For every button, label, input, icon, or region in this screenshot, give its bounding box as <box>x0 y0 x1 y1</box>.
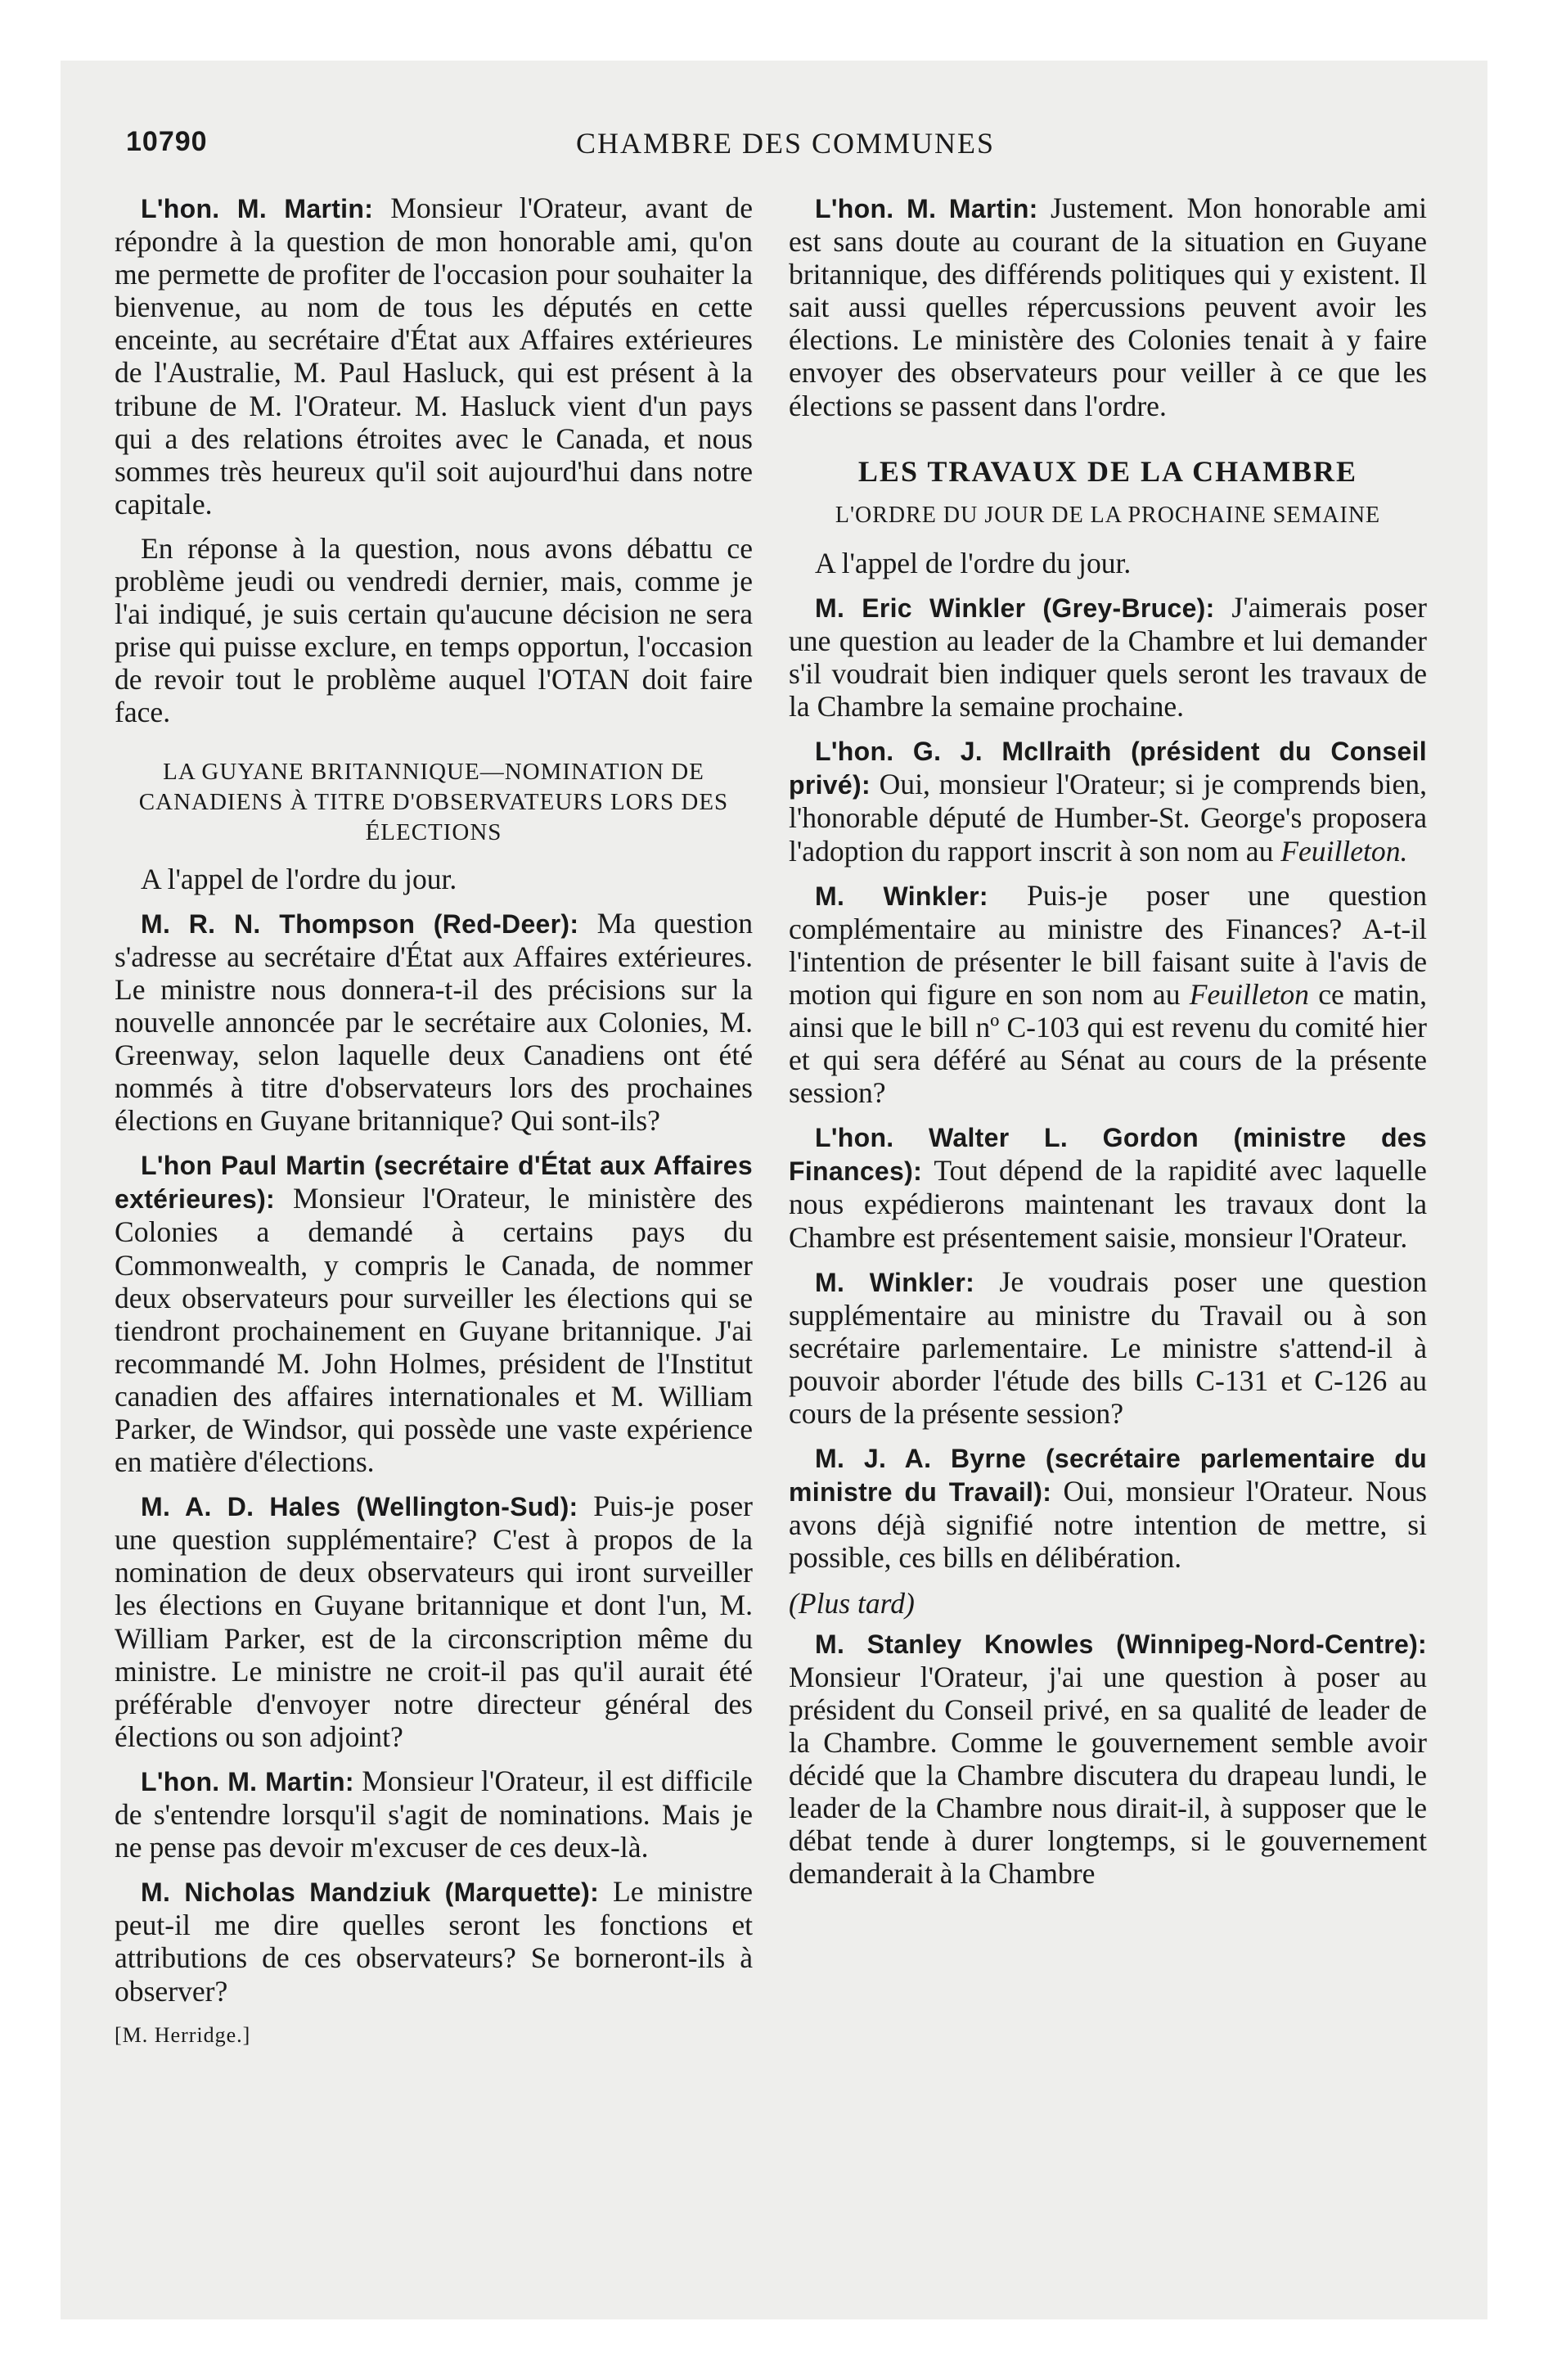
paragraph <box>115 1148 753 1478</box>
running-head <box>126 126 1445 175</box>
paragraph <box>115 1875 753 2007</box>
paragraph <box>115 1765 753 1864</box>
paragraph-text: Monsieur l'Orateur, avant de répondre à la question de mon honorable ami, qu'on me permette de profiter de l'occasion pour souhaiter la bienvenue, au nom de tous les députés en cette enceinte, au secrétaire d'État aux Affaires extérieures de l'Australie, M. Paul Hasluck, qui est présent à la tribune de M. l'Orateur. M. Hasluck vient d'un pays qui a des relations étroites avec le Canada, et nous sommes très heureux qu'il soit aujourd'hui dans notre capitale. <box>115 192 753 521</box>
left-column <box>115 192 753 2052</box>
speaker-name: M. Eric Winkler (Grey-Bruce): <box>815 593 1215 623</box>
paragraph-text: Monsieur l'Orateur, j'ai une question à poser au président du Conseil privé, en sa qualité de leader de la Chambre. Comme le gouvernement semble avoir décidé que la Chambre discutera du drapeau lundi, le leader de la Chambre nous dirait-il, à supposer que le débat tende à durer longtemps, si le gouvernement demanderait à la Chambre <box>789 1660 1427 1891</box>
right-column <box>789 192 1427 1901</box>
order-call: A l'appel de l'ordre du jour. <box>141 862 457 895</box>
paragraph-text: Puis-je poser une question complémentaire au ministre des Finances? A-t-il l'intention de présenter le bill faisant suite à l'avis de motion qui figure en son nom au <box>789 878 1427 1011</box>
paragraph <box>789 1120 1427 1253</box>
paragraph-text: Justement. Mon honorable ami est sans doute au courant de la situation en Guyane britannique, des différends politiques qui y existent. Il sait aussi quelles répercussions peuvent avoir les élections. Le ministère des Colonies tenait à y faire envoyer des observateurs pour veiller à ce que les élections se passent dans l'ordre. <box>789 192 1428 422</box>
paragraph <box>789 879 1427 1110</box>
paragraph-text: ce matin, ainsi que le bill nº C-103 qui est revenu du comité hier et qui sera déféré au Sénat au cours de la présente session? <box>789 977 1427 1110</box>
paragraph-text: Le ministre peut-il me dire quelles seront les fonctions et attributions de ces observateurs? Se borneront-ils à observer? <box>115 1875 753 2008</box>
paragraph-text: Tout dépend de la rapidité avec laquelle nous expédierons maintenant les travaux dont la Chambre est présentement saisie, monsieur l'Orateur. <box>789 1154 1427 1254</box>
paragraph-text: J'aimerais poser une question au leader de la Chambre et lui demander s'il voudrait bien indiquer quels seront les travaux de la Chambre la semaine prochaine. <box>789 590 1427 723</box>
section-heading: LA GUYANE BRITANNIQUE—NOMINATION DE CANADIENS À TITRE D'OBSERVATEURS LORS DES ÉLECTIONS <box>138 758 729 845</box>
paragraph-text: Je voudrais poser une question supplémentaire au ministre du Travail ou à son secrétaire parlementaire. Le ministre s'attend-il à pouvoir aborder l'étude des bills C-131 et C-126 au cours de la présente session? <box>789 1264 1427 1430</box>
speaker-name: M. J. A. Byrne (secrétaire parlementaire du ministre du Travail): <box>789 1444 1427 1508</box>
paragraph <box>789 1265 1427 1430</box>
speaker-name: L'hon. M. Martin: <box>815 194 1038 223</box>
order-call: A l'appel de l'ordre du jour. <box>815 546 1132 579</box>
section-heading: LES TRAVAUX DE LA CHAMBRE <box>857 454 1358 488</box>
speaker-name: M. Stanley Knowles (Winnipeg-Nord-Centre): <box>815 1629 1427 1659</box>
paragraph-text: Oui, monsieur l'Orateur. Nous avons déjà signifié notre intention de mettre, si possible, ces bills en délibération. <box>789 1475 1427 1575</box>
later-marker: (Plus tard) <box>789 1587 915 1620</box>
speaker-name: L'hon. M. Martin: <box>141 1766 354 1796</box>
paragraph <box>789 192 1427 422</box>
italic-text: Feuilleton <box>1189 977 1309 1011</box>
paragraph <box>789 591 1427 723</box>
paragraph <box>115 532 753 729</box>
hansard-page <box>61 61 1487 2319</box>
speaker-name: L'hon. M. Martin: <box>141 194 374 223</box>
paragraph-text: Monsieur l'Orateur, il est difficile de s'entendre lorsqu'il s'agit de nominations. Mais je ne pense pas devoir m'excuser de ces deux-là. <box>115 1764 753 1864</box>
page-header-title: CHAMBRE DES COMMUNES <box>575 127 996 160</box>
paragraph-text: Ma question s'adresse au secrétaire d'État aux Affaires extérieures. Le ministre nous donnera-t-il des précisions sur la nouvelle annoncée par le secrétaire aux Colonies, M. Greenway, selon laquelle deux Canadiens ont été nommés à titre d'observateurs lors des prochaines élections en Guyane britannique? Qui sont-ils? <box>115 906 753 1138</box>
speaker-name: M. R. N. Thompson (Red-Deer): <box>141 908 579 939</box>
paragraph-text: En réponse à la question, nous avons débattu ce problème jeudi ou vendredi dernier, mais, comme je l'ai indiqué, je suis certain qu'aucune décision ne sera prise qui puisse exclure, en temps opportun, l'occasion de revoir tout le problème auquel l'OTAN doit faire face. <box>115 531 753 729</box>
paragraph <box>115 907 753 1138</box>
paragraph <box>789 1441 1427 1574</box>
paragraph <box>789 734 1427 867</box>
paragraph-text: Monsieur l'Orateur, le ministère des Colonies a demandé à certains pays du Commonwealth, y compris le Canada, de nommer deux observateurs pour surveiller les élections qui se tiendront prochainement en Guyane britannique. J'ai recommandé M. John Holmes, président de l'Institut canadien des affaires internationales et M. William Parker, de Windsor, qui possède une vaste expérience en matière d'élections. <box>115 1182 753 1479</box>
paragraph <box>115 192 753 521</box>
speaker-name: L'hon Paul Martin (secrétaire d'État aux Affaires extérieures): <box>115 1151 753 1215</box>
paragraph <box>789 1627 1427 1891</box>
speaker-name: M. Winkler: <box>815 1267 975 1297</box>
speaker-name: M. A. D. Hales (Wellington-Sud): <box>141 1492 578 1522</box>
paragraph-text: Puis-je poser une question supplémentaire? C'est à propos de la nomination de deux observateurs qui iront surveiller les élections en Guyane britannique et dont l'un, M. William Parker, est de la circonscription même du ministre. Le ministre ne croit-il pas qu'il aurait été préférable d'envoyer notre directeur général des élections ou son adjoint? <box>115 1490 753 1753</box>
footer-note: [M. Herridge.] <box>115 2022 251 2047</box>
speaker-name: M. Nicholas Mandziuk (Marquette): <box>141 1877 600 1908</box>
paragraph-text: Oui, monsieur l'Orateur; si je comprends bien, l'honorable député de Humber-St. George's proposera l'adoption du rapport inscrit à son nom au <box>789 768 1427 868</box>
page-number: 10790 <box>126 126 208 157</box>
speaker-name: M. Winkler: <box>815 881 988 911</box>
italic-text: Feuilleton. <box>1280 834 1408 868</box>
sub-heading: L'ORDRE DU JOUR DE LA PROCHAINE SEMAINE <box>835 502 1381 528</box>
paragraph <box>115 1490 753 1753</box>
speaker-name: L'hon. G. J. McIlraith (président du Conseil privé): <box>789 737 1427 800</box>
speaker-name: L'hon. Walter L. Gordon (ministre des Finances): <box>789 1123 1427 1187</box>
